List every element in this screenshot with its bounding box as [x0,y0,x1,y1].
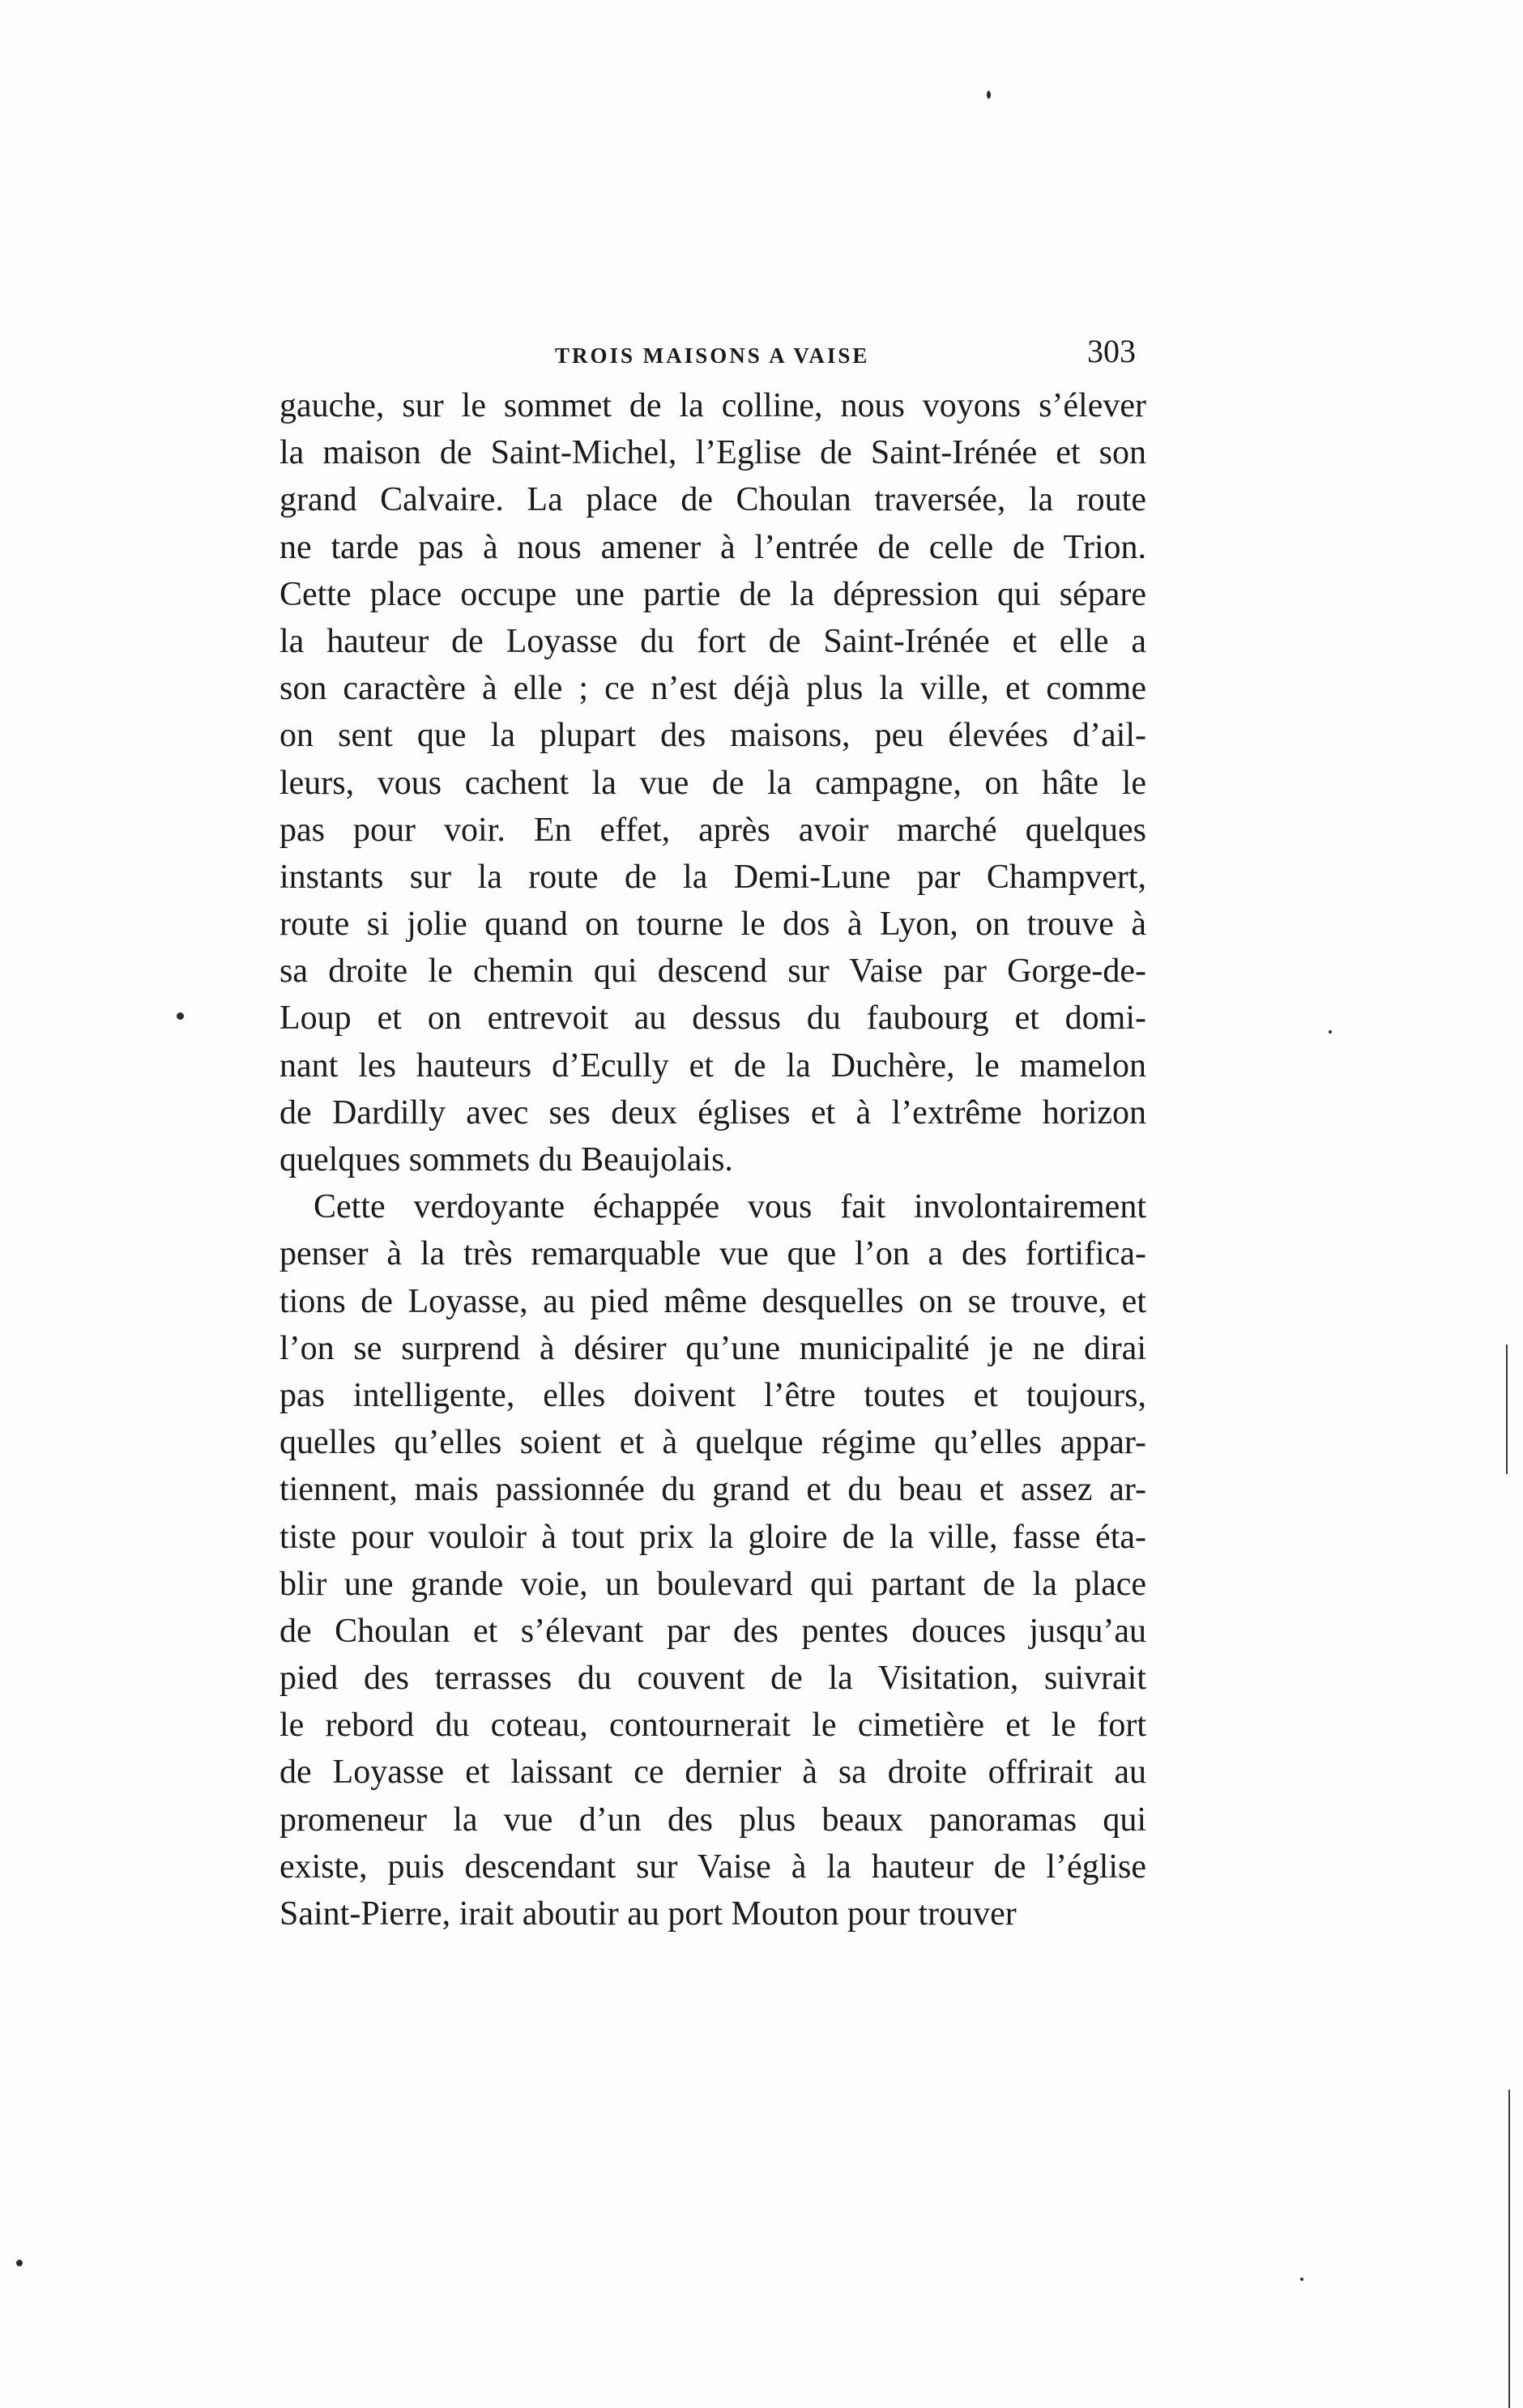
running-title: TROIS MAISONS A VAISE [555,343,870,368]
text-line: le rebord du coteau, contournerait le cimetière et le fort [279,1707,1146,1745]
text-line: grand Calvaire. La place de Choulan traversée, la route [279,481,1146,519]
text-line: Cette verdoyante échappée vous fait involontairement [314,1188,1146,1226]
text-line: sa droite le chemin qui descend sur Vaise par Gorge-de- [279,953,1146,991]
text-line: gauche, sur le sommet de la colline, nous voyons s’élever [279,387,1146,424]
page-number: 303 [1087,333,1136,369]
text-line: de Dardilly avec ses deux églises et à l’extrême horizon [279,1093,1146,1132]
scan-speck [1300,2278,1303,2281]
text-line: tiste pour vouloir à tout prix la gloire de la ville, fasse éta- [279,1518,1146,1556]
text-line: leurs, vous cachent la vue de la campagne, on hâte le [279,764,1146,802]
text-line: blir une grande voie, un boulevard qui partant de la place [279,1565,1146,1603]
text-line: instants sur la route de la Demi-Lune par Champvert, [279,858,1146,896]
scan-edge-line [1506,1345,1508,1474]
text-line: Saint-Pierre, irait aboutir au port Mouton pour trouver [279,1895,1017,1933]
body-text [279,382,1146,1937]
text-line: promeneur la vue d’un des plus beaux panoramas qui [279,1801,1146,1839]
text-line: tions de Loyasse, au pied même desquelles on se trouve, et [279,1282,1146,1320]
text-line: quelques sommets du Beaujolais. [279,1141,733,1178]
text-line: la maison de Saint-Michel, l’Eglise de Saint-Irénée et son [279,434,1146,472]
scan-speck [16,2260,23,2266]
text-line: existe, puis descendant sur Vaise à la hauteur de l’église [279,1848,1146,1886]
scan-speck [987,91,991,99]
text-line: tiennent, mais passionnée du grand et du beau et assez ar- [279,1471,1146,1509]
text-line: on sent que la plupart des maisons, peu élevées d’ail- [279,717,1146,755]
text-line: de Loyasse et laissant ce dernier à sa droite offrirait au [279,1754,1146,1792]
text-line: son caractère à elle ; ce n’est déjà plus la ville, et comme [279,670,1146,708]
text-line: la hauteur de Loyasse du fort de Saint-Irénée et elle a [279,622,1146,660]
text-line: quelles qu’elles soient et à quelque régime qu’elles appar- [279,1424,1146,1462]
running-head [275,332,1150,381]
text-line: Cette place occupe une partie de la dépression qui sépare [279,575,1146,613]
scan-speck [177,1012,184,1020]
text-line: nant les hauteurs d’Ecully et de la Duchère, le mamelon [279,1046,1146,1085]
text-line: pied des terrasses du couvent de la Visitation, suivrait [279,1660,1146,1698]
scan-edge-line [1508,2090,1510,2408]
text-line: pas pour voir. En effet, après avoir marché quelques [279,811,1146,849]
text-line: route si jolie quand on tourne le dos à Lyon, on trouve à [279,906,1146,944]
text-line: l’on se surprend à désirer qu’une municipalité je ne dirai [279,1329,1146,1367]
text-line: ne tarde pas à nous amener à l’entrée de celle de Trion. [279,528,1146,566]
scan-speck [1329,1030,1332,1034]
text-line: de Choulan et s’élevant par des pentes douces jusqu’au [279,1612,1146,1650]
text-line: Loup et on entrevoit au dessus du faubourg et domi- [279,999,1146,1038]
text-line: penser à la très remarquable vue que l’on a des fortifica- [279,1235,1146,1273]
text-line: pas intelligente, elles doivent l’être toutes et toujours, [279,1376,1146,1414]
